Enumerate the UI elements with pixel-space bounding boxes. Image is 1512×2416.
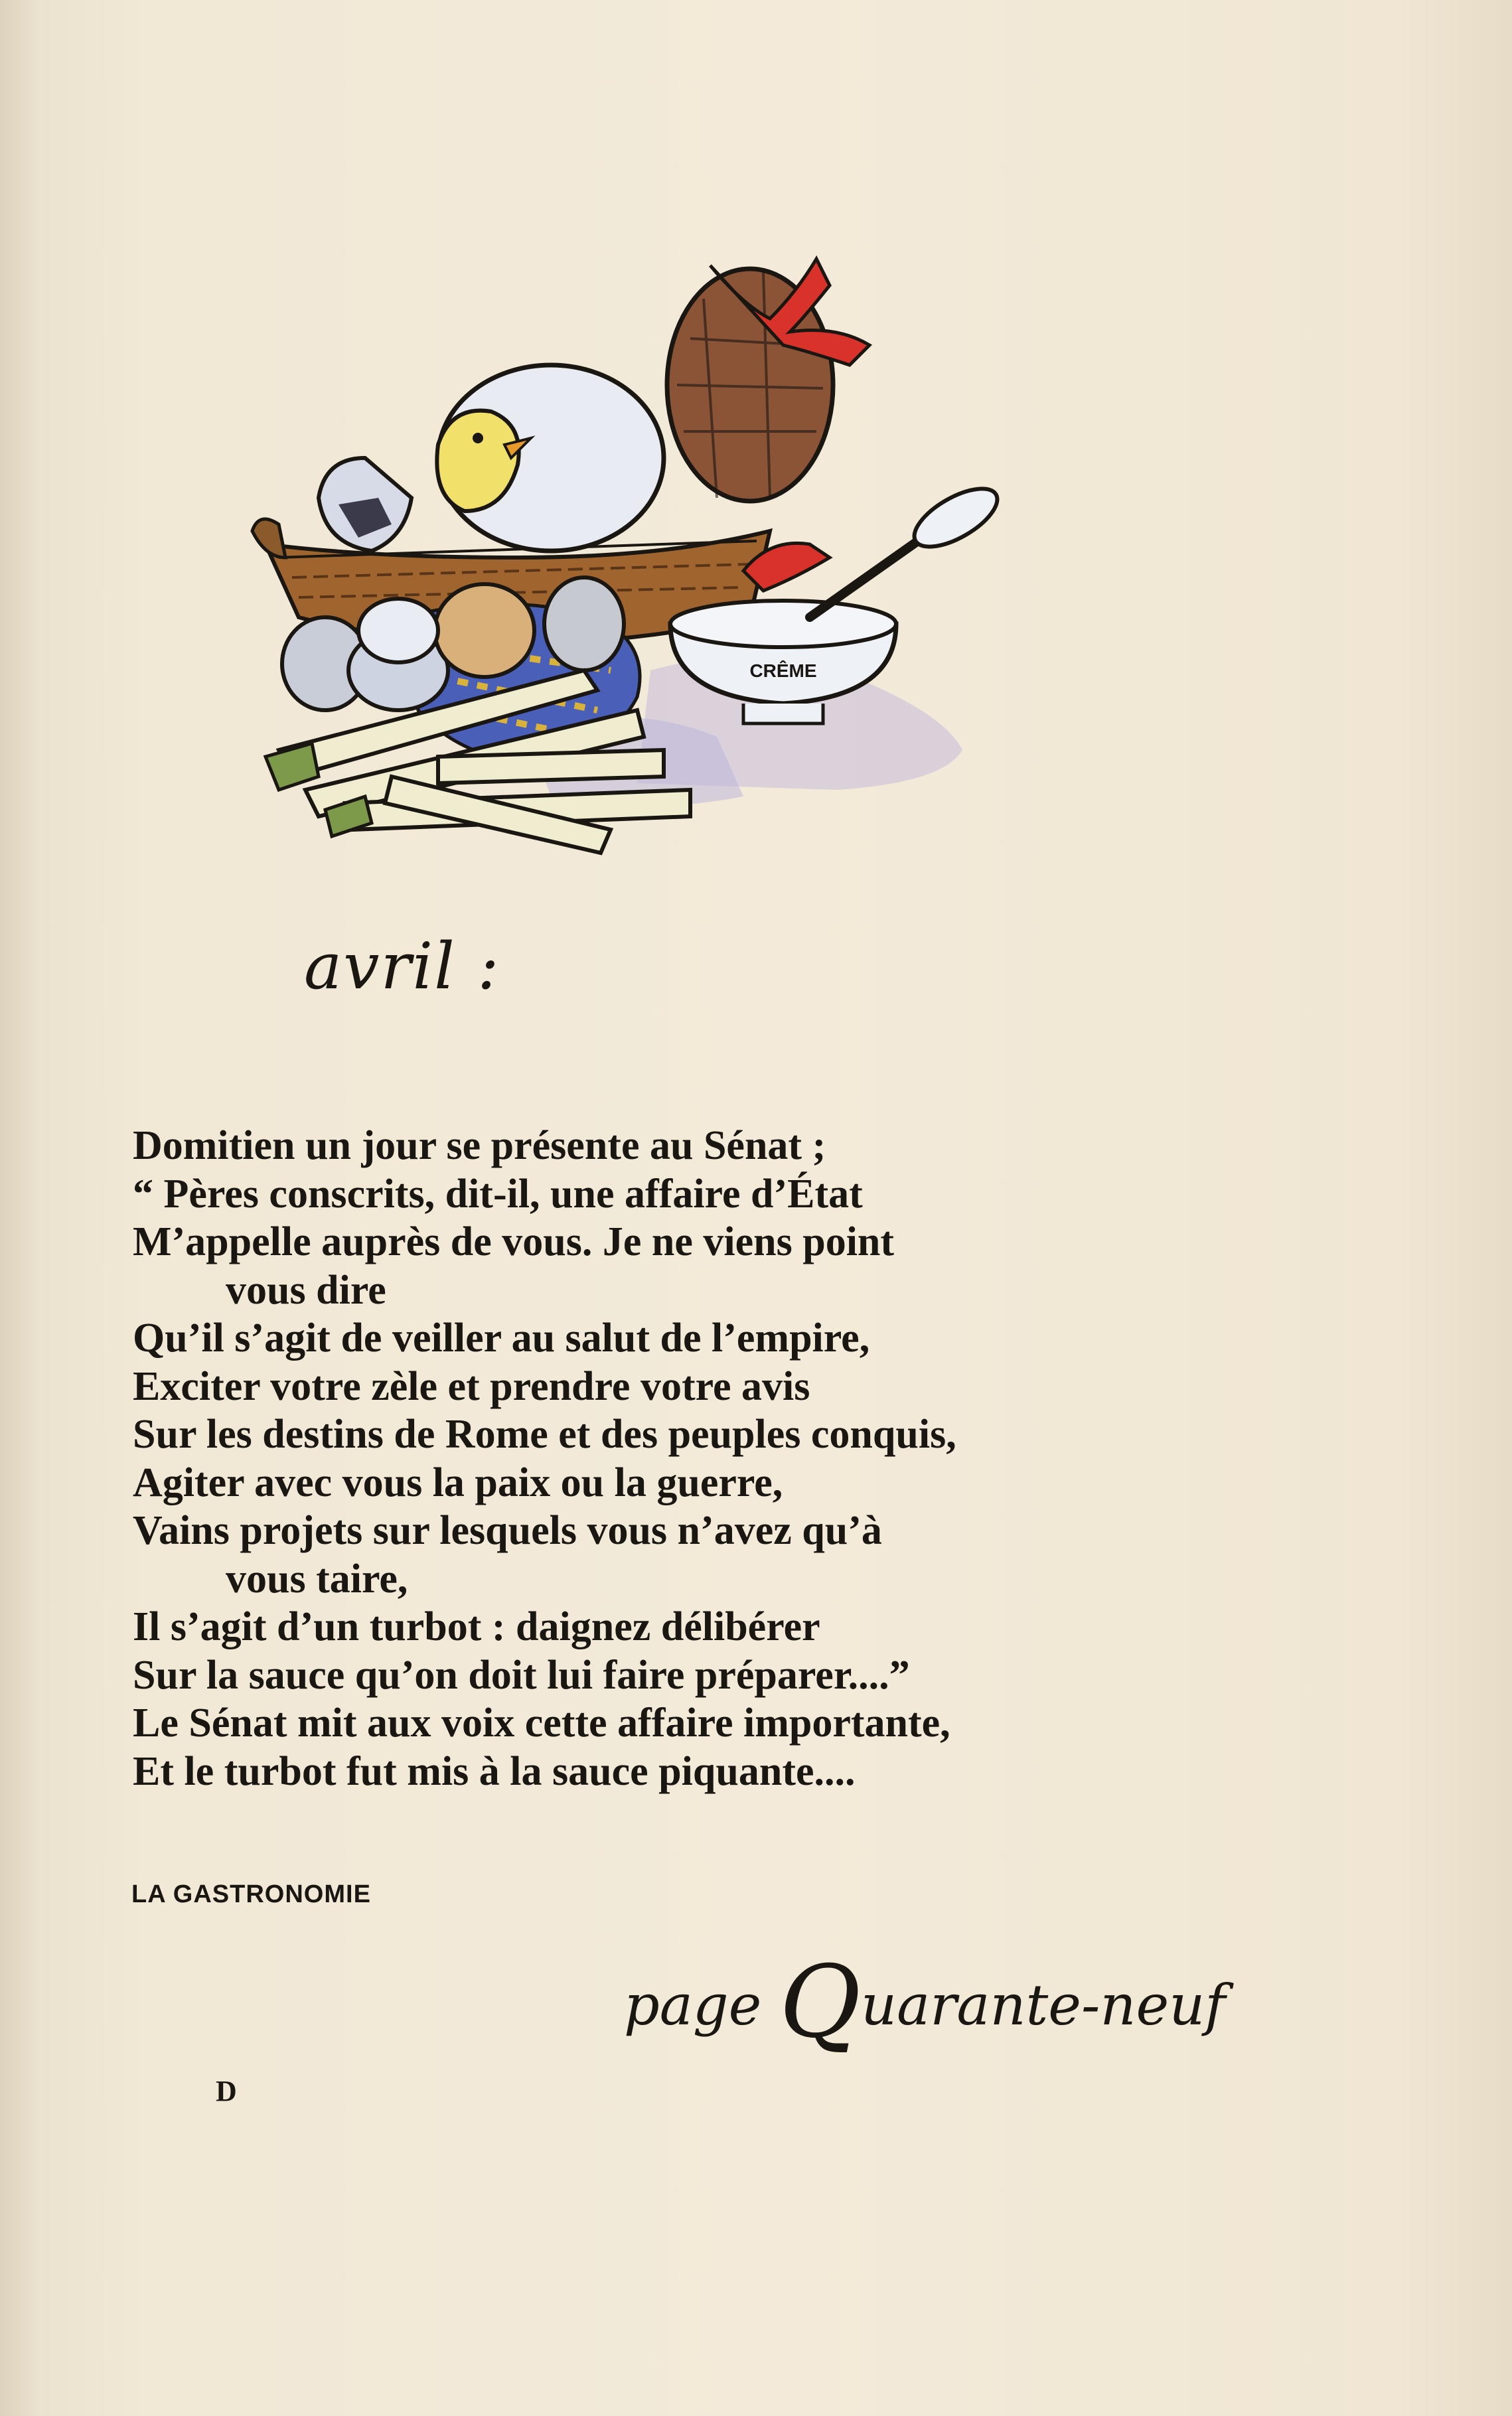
poem xyxy=(133,1122,1155,1795)
easter-still-life-illustration xyxy=(239,246,1049,869)
poem-line: Vains projets sur lesquels vous n’avez qu’à xyxy=(133,1508,882,1553)
page-number-prefix: page xyxy=(624,1973,780,2038)
poem-line: “ Pères conscrits, dit-il, une affaire d’État xyxy=(133,1171,863,1217)
poem-line: M’appelle auprès de vous. Je ne viens point xyxy=(133,1219,895,1264)
poem-line: Qu’il s’agit de veiller au salut de l’empire, xyxy=(133,1316,870,1361)
poem-line: Agiter avec vous la paix ou la guerre, xyxy=(133,1460,783,1505)
poem-line: Sur les destins de Rome et des peuples conquis, xyxy=(133,1412,956,1457)
poem-line: Le Sénat mit aux voix cette affaire importante, xyxy=(133,1700,950,1746)
poem-line: Et le turbot fut mis à la sauce piquante.... xyxy=(133,1748,856,1794)
page-number-initial: Q xyxy=(779,1945,862,2060)
month-title: avril : xyxy=(304,929,500,1004)
poem-line: Exciter votre zèle et prendre votre avis xyxy=(133,1363,810,1409)
poem-line: vous dire xyxy=(226,1267,386,1313)
poem-line: Il s’agit d’un turbot : daignez délibérer xyxy=(133,1604,820,1649)
page-number-rest: uarante-neuf xyxy=(861,1973,1226,2038)
poem-line: vous taire, xyxy=(226,1556,408,1602)
poem-line: Sur la sauce qu’on doit lui faire préparer....” xyxy=(133,1652,910,1698)
running-title: LA GASTRONOMIE xyxy=(131,1880,371,1908)
poem-line: Domitien un jour se présente au Sénat ; xyxy=(133,1123,826,1168)
page-number xyxy=(624,1945,1225,2060)
cream-label: CRÊME xyxy=(749,660,817,681)
signature-mark: D xyxy=(216,2075,237,2107)
